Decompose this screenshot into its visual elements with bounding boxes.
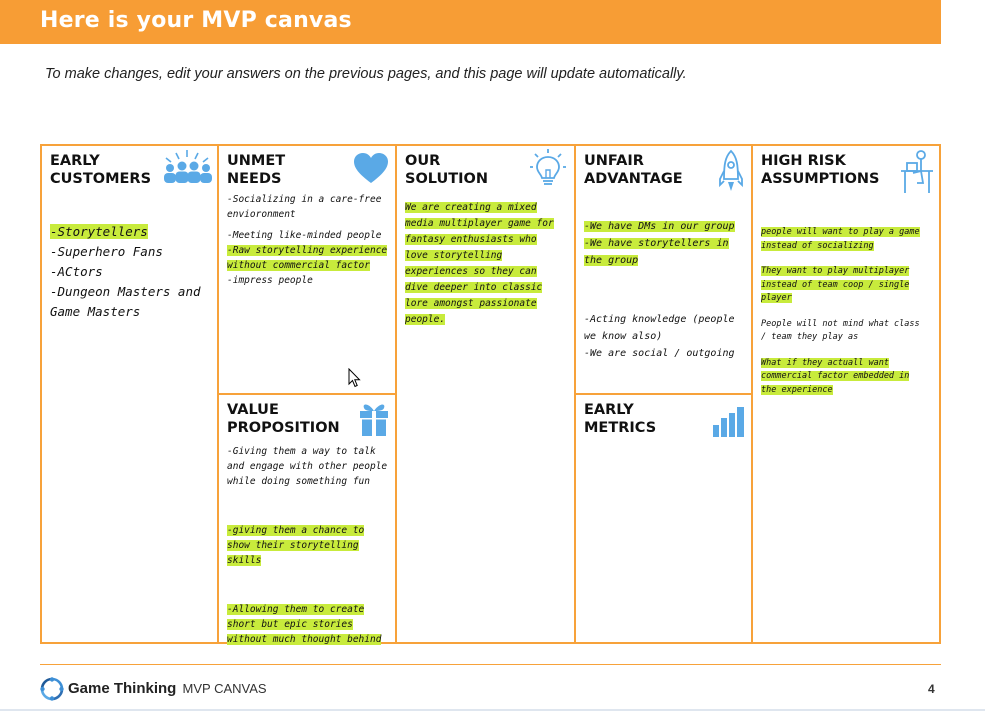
unfair-advantage-list: [584, 218, 745, 362]
list-item: -Allowing them to create short but epic stories without much thought behind: [227, 604, 382, 645]
instructions-text: To make changes, edit your answers on the previous pages, and this page will update automatically.: [45, 66, 687, 82]
person-at-desk-icon: [899, 149, 935, 195]
early-customers-list: [50, 222, 211, 322]
high-risk-assumptions-title: HIGH RISK ASSUMPTIONS: [761, 153, 880, 187]
footer-brand: [68, 680, 267, 697]
value-proposition-cell: [217, 393, 397, 644]
lightbulb-icon: [529, 148, 567, 190]
list-item: people will want to play a game instead of socializing: [761, 227, 920, 251]
list-item: We are creating a mixed media multiplayer game for fantasy enthusiasts who love storytelling experiences so they can dive deeper into classic lore amongst passionate people.: [405, 202, 554, 325]
list-item: -Meeting like-minded people: [227, 230, 382, 241]
early-metrics-cell: [574, 393, 753, 644]
rocket-icon: [718, 149, 744, 193]
list-item: What if they actuall want commercial factor embedded in the experience: [761, 357, 910, 395]
list-item: -We are social / outgoing: [584, 348, 735, 359]
list-item: -ACtors: [50, 264, 103, 279]
unmet-needs-title: UNMET NEEDS: [227, 153, 286, 187]
mouse-cursor-icon: [348, 368, 362, 388]
list-item: They want to play multiplayer instead of team coop / single player: [761, 266, 910, 303]
list-item: -Raw storytelling experience without commercial factor: [227, 245, 388, 271]
list-item: -Dungeon Masters and: [50, 284, 201, 299]
list-item: -We have storytellers in the group: [584, 238, 729, 266]
bar-chart-icon: [712, 405, 746, 437]
list-item: -Acting knowledge (people we know also): [584, 314, 735, 342]
brand-name: Game Thinking: [68, 680, 177, 697]
our-solution-list: [405, 200, 560, 328]
footer-divider: [40, 664, 941, 665]
list-item: -giving them a chance to show their storytelling skills: [227, 525, 365, 566]
game-thinking-logo-icon: [40, 677, 64, 701]
value-proposition-list: [227, 444, 389, 647]
unmet-needs-cell: [217, 144, 397, 395]
high-risk-assumptions-list: [761, 226, 923, 397]
list-item: People will not mind what class / team they play as: [761, 318, 920, 342]
gift-icon: [359, 401, 389, 437]
mvp-canvas: [40, 144, 941, 644]
list-item: -Socializing in a care-free envioronment: [227, 194, 382, 220]
heart-icon: [353, 152, 389, 184]
page-number: 4: [928, 682, 935, 696]
our-solution-title: OUR SOLUTION: [405, 153, 489, 187]
list-item: -We have DMs in our group: [584, 221, 735, 232]
title-banner: [0, 0, 941, 44]
unfair-advantage-title: UNFAIR ADVANTAGE: [584, 153, 683, 187]
early-customers-title: EARLY CUSTOMERS: [50, 153, 152, 187]
list-item: Game Masters: [50, 304, 141, 319]
list-item: -Superhero Fans: [50, 244, 163, 259]
list-item: -impress people: [227, 275, 313, 286]
page-title: Here is your MVP canvas: [40, 8, 352, 33]
early-metrics-title: EARLY METRICS: [584, 402, 657, 436]
unmet-needs-list: [227, 192, 389, 288]
unfair-advantage-cell: [574, 144, 753, 395]
value-proposition-title: VALUE PROPOSITION: [227, 402, 340, 436]
high-risk-assumptions-cell: [751, 144, 941, 644]
crowd-icon: [158, 148, 216, 186]
early-customers-cell: [40, 144, 219, 644]
product-name: MVP CANVAS: [182, 681, 267, 696]
list-item: -Storytellers: [50, 224, 148, 239]
our-solution-cell: [395, 144, 576, 644]
list-item: -Giving them a way to talk and engage with other people while doing something fun: [227, 446, 388, 487]
